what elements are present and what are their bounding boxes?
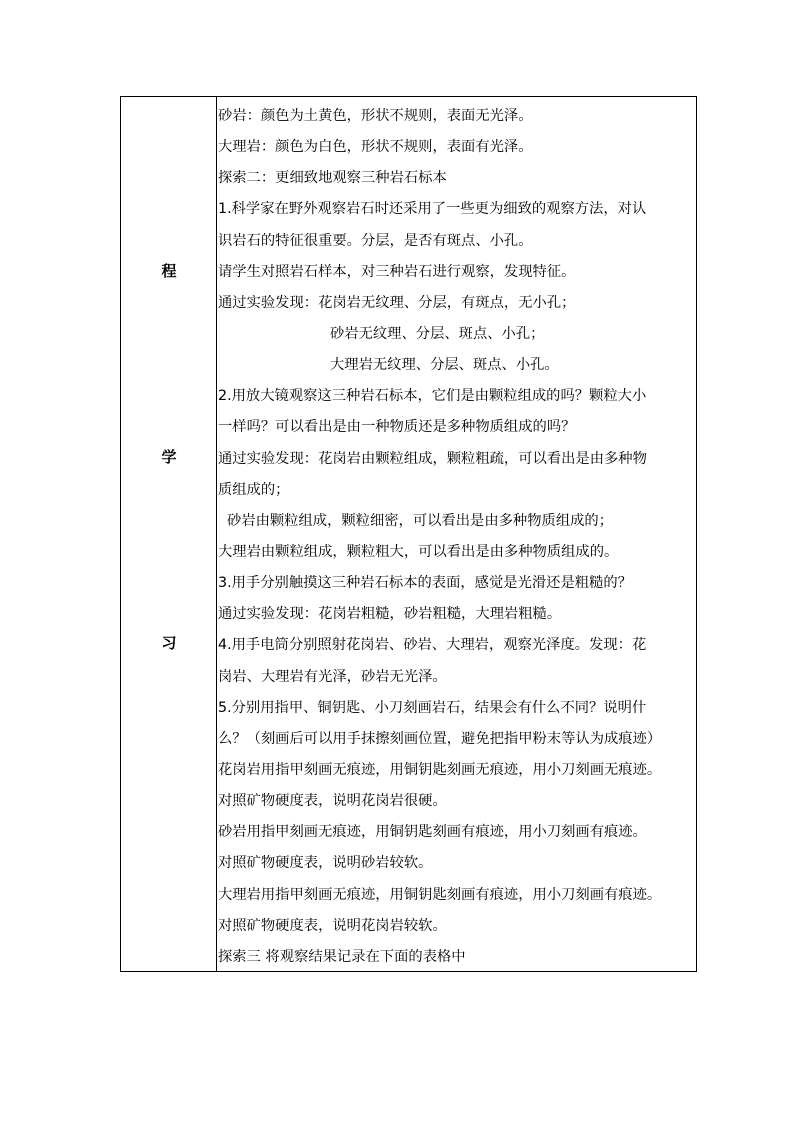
text-line: 岗岩、大理岩有光泽，砂岩无光泽。 [218,668,447,685]
text-line: 对照矿物硬度表，说明砂岩较软。 [218,855,433,872]
text-line: 1.科学家在野外观察岩石时还采用了一些更为细致的观察方法，对认 [218,201,647,218]
side-label-char: 习 [161,634,177,652]
text-line: 通过实验发现：花岗岩无纹理、分层，有斑点，无小孔； [218,294,576,311]
side-label-char: 学 [161,448,177,466]
text-line: 大理岩：颜色为白色，形状不规则，表面有光泽。 [218,139,533,156]
text-line: 大理岩用指甲刻画无痕迹，用铜钥匙刻画有痕迹，用小刀刻画有痕迹。 [218,886,662,903]
text-line: 5.分别用指甲、铜钥匙、小刀刻画岩石，结果会有什么不同？说明什 [218,699,647,716]
text-line: 识岩石的特征很重要。分层，是否有斑点、小孔。 [218,232,533,249]
text-line: 4.用手电筒分别照射花岗岩、砂岩、大理岩，观察光泽度。发现：花 [218,637,647,654]
text-line: 通过实验发现：花岗岩粗糙，砂岩粗糙，大理岩粗糙。 [218,606,562,623]
text-line: 3.用手分别触摸这三种岩石标本的表面，感觉是光滑还是粗糙的？ [218,575,632,592]
text-line: 质组成的； [218,481,290,498]
text-line: 砂岩：颜色为土黄色，形状不规则，表面无光泽。 [218,108,533,124]
text-line: 花岗岩用指甲刻画无痕迹，用铜钥匙刻画无痕迹，用小刀刻画无痕迹。 [218,761,662,778]
lesson-table [120,96,697,972]
text-line: 大理岩由颗粒组成，颗粒粗大，可以看出是由多种物质组成的。 [218,544,619,560]
content-column [218,97,698,971]
text-line: 通过实验发现：花岗岩由颗粒组成，颗粒粗疏，可以看出是由多种物 [218,450,647,467]
text-line: 砂岩由颗粒组成，颗粒细密，可以看出是由多种物质组成的； [227,512,614,529]
text-line: 2.用放大镜观察这三种岩石标本，它们是由颗粒组成的吗？颗粒大小 [218,388,647,405]
text-line: 请学生对照岩石样本，对三种岩石进行观察，发现特征。 [218,263,576,280]
text-line: 砂岩无纹理、分层、斑点、小孔； [330,326,545,342]
text-line: 大理岩无纹理、分层、斑点、小孔。 [330,357,559,374]
text-line: 探索三 将观察结果记录在下面的表格中 [218,948,466,965]
text-line: 对照矿物硬度表，说明花岗岩较软。 [218,917,447,934]
side-label-column [121,97,217,971]
text-line: 对照矿物硬度表，说明花岗岩很硬。 [218,793,447,810]
side-label-char: 程 [161,262,177,280]
text-line: 么？（刻画后可以用手抹擦刻画位置，避免把指甲粉末等认为成痕迹） [218,730,662,747]
text-line: 探索二：更细致地观察三种岩石标本 [218,170,447,187]
text-line: 砂岩用指甲刻画无痕迹，用铜钥匙刻画有痕迹，用小刀刻画有痕迹。 [218,824,647,841]
text-line: 一样吗？可以看出是由一种物质还是多种物质组成的吗？ [218,419,576,436]
